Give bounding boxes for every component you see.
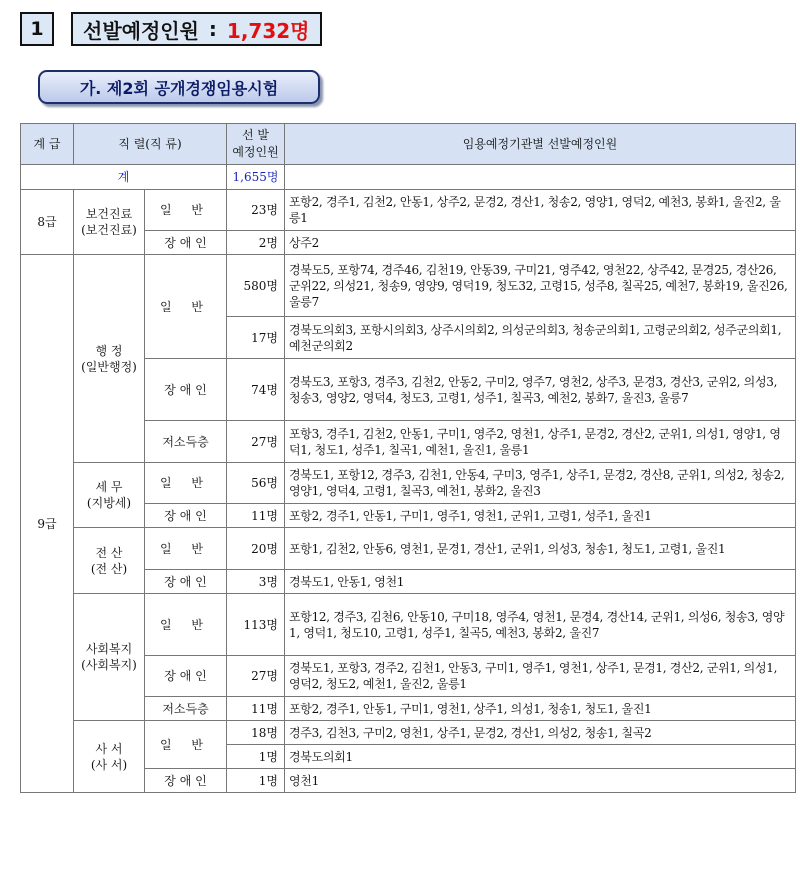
grade-cell: 9급 [21,255,74,793]
type-cell: 장 애 인 [145,769,227,793]
detail-cell: 포항2, 경주1, 안동1, 구미1, 영천1, 상주1, 의성1, 청송1, 청도1, 울진1 [285,697,796,721]
detail-cell: 포항12, 경주3, 김천6, 안동10, 구미18, 영주4, 영천1, 문경4, 경산14, 군위1, 의성6, 청송3, 영양1, 영덕1, 청도10, 고령1, 성주1, 칠곡5, 예천3, 봉화2, 울진7 [285,594,796,656]
series-cell: 전 산 (전 산) [74,528,145,594]
detail-cell: 경북도5, 포항74, 경주46, 김천19, 안동39, 구미21, 영주42, 영천22, 상주42, 문경25, 경산26, 군위22, 의성21, 청송9, 영양9, 영덕19, 청도32, 고령15, 성주8, 칠곡25, 예천7, 봉화19, 울진26, 울릉7 [285,255,796,317]
type-cell: 일 반 [145,463,227,504]
count-cell: 1명 [227,769,285,793]
series-cell: 보건진료 (보건진료) [74,190,145,255]
section-number: 1 [20,12,54,46]
type-cell: 일 반 [145,255,227,359]
series-cell: 세 무 (지방세) [74,463,145,528]
detail-cell: 경북도3, 포항3, 경주3, 김천2, 안동2, 구미2, 영주7, 영천2, 상주3, 문경3, 경산3, 군위2, 의성3, 청송3, 영양2, 영덕4, 청도3, 고령1, 성주1, 칠곡3, 예천2, 봉화7, 울진3, 울릉7 [285,359,796,421]
type-cell: 저소득층 [145,421,227,463]
detail-cell: 경북도의회1 [285,745,796,769]
type-cell: 장 애 인 [145,656,227,697]
count-cell: 27명 [227,421,285,463]
detail-cell: 경북도1, 포항3, 경주2, 김천1, 안동3, 구미1, 영주1, 영천1, 상주1, 문경1, 경산2, 군위1, 의성1, 영덕2, 청도2, 예천1, 울진2, 울릉1 [285,656,796,697]
table-row [21,594,796,656]
type-cell: 장 애 인 [145,359,227,421]
count-cell: 18명 [227,721,285,745]
count-cell: 580명 [227,255,285,317]
count-cell: 17명 [227,317,285,359]
recruitment-table [20,123,796,793]
detail-cell: 경북도의회3, 포항시의회3, 상주시의회2, 의성군의회3, 청송군의회1, 고령군의회2, 성주군의회1, 예천군의회2 [285,317,796,359]
count-cell: 1명 [227,745,285,769]
total-label: 계 [21,165,227,190]
table-header-row [21,124,796,165]
series-cell: 행 정 (일반행정) [74,255,145,463]
table-row [21,528,796,570]
count-cell: 27명 [227,656,285,697]
title-text: 선발예정인원 [83,18,199,43]
title-colon: : [208,17,217,41]
count-cell: 2명 [227,231,285,255]
count-cell: 11명 [227,504,285,528]
section-title [71,12,322,46]
detail-cell: 포항2, 경주1, 안동1, 구미1, 영주1, 영천1, 군위1, 고령1, 성주1, 울진1 [285,504,796,528]
total-value: 1,655명 [227,165,285,190]
count-cell: 20명 [227,528,285,570]
count-cell: 113명 [227,594,285,656]
count-cell: 56명 [227,463,285,504]
col-grade: 계 급 [21,124,74,165]
total-row [21,165,796,190]
type-cell: 일 반 [145,594,227,656]
type-cell: 일 반 [145,190,227,231]
detail-cell: 상주2 [285,231,796,255]
detail-cell: 포항1, 김천2, 안동6, 영천1, 문경1, 경산1, 군위1, 의성3, 청송1, 청도1, 고령1, 울진1 [285,528,796,570]
detail-cell: 경주3, 김천3, 구미2, 영천1, 상주1, 문경2, 경산1, 의성2, 청송1, 칠곡2 [285,721,796,745]
series-cell: 사회복지 (사회복지) [74,594,145,721]
col-planned: 선 발 예정인원 [227,124,285,165]
detail-cell: 경북도1, 포항12, 경주3, 김천1, 안동4, 구미3, 영주1, 상주1, 문경2, 경산8, 군위1, 의성2, 청송2, 영양1, 영덕4, 고령1, 칠곡3, 예천1, 봉화2, 울진3 [285,463,796,504]
count-cell: 23명 [227,190,285,231]
type-cell: 일 반 [145,721,227,769]
detail-cell: 영천1 [285,769,796,793]
grade-cell: 8급 [21,190,74,255]
type-cell: 일 반 [145,528,227,570]
total-detail [285,165,796,190]
detail-cell: 포항3, 경주1, 김천2, 안동1, 구미1, 영주2, 영천1, 상주1, 문경2, 경산2, 군위1, 의성1, 영양1, 영덕1, 청도1, 성주1, 칠곡1, 예천1, 울진1, 울릉1 [285,421,796,463]
count-cell: 3명 [227,570,285,594]
type-cell: 장 애 인 [145,570,227,594]
count-cell: 74명 [227,359,285,421]
subsection-title: 가. 제2회 공개경쟁임용시험 [38,70,320,104]
table-row [21,721,796,745]
table-row [21,255,796,317]
count-cell: 11명 [227,697,285,721]
col-position: 직 렬(직 류) [74,124,227,165]
detail-cell: 경북도1, 안동1, 영천1 [285,570,796,594]
type-cell: 저소득층 [145,697,227,721]
detail-cell: 포항2, 경주1, 김천2, 안동1, 상주2, 문경2, 경산1, 청송2, 영양1, 영덕2, 예천3, 봉화1, 울진2, 울릉1 [285,190,796,231]
table-row [21,463,796,504]
table-row [21,190,796,231]
col-agencies: 임용예정기관별 선발예정인원 [285,124,796,165]
series-cell: 사 서 (사 서) [74,721,145,793]
type-cell: 장 애 인 [145,504,227,528]
section-header [20,11,322,47]
type-cell: 장 애 인 [145,231,227,255]
total-count: 1,732명 [226,18,310,43]
